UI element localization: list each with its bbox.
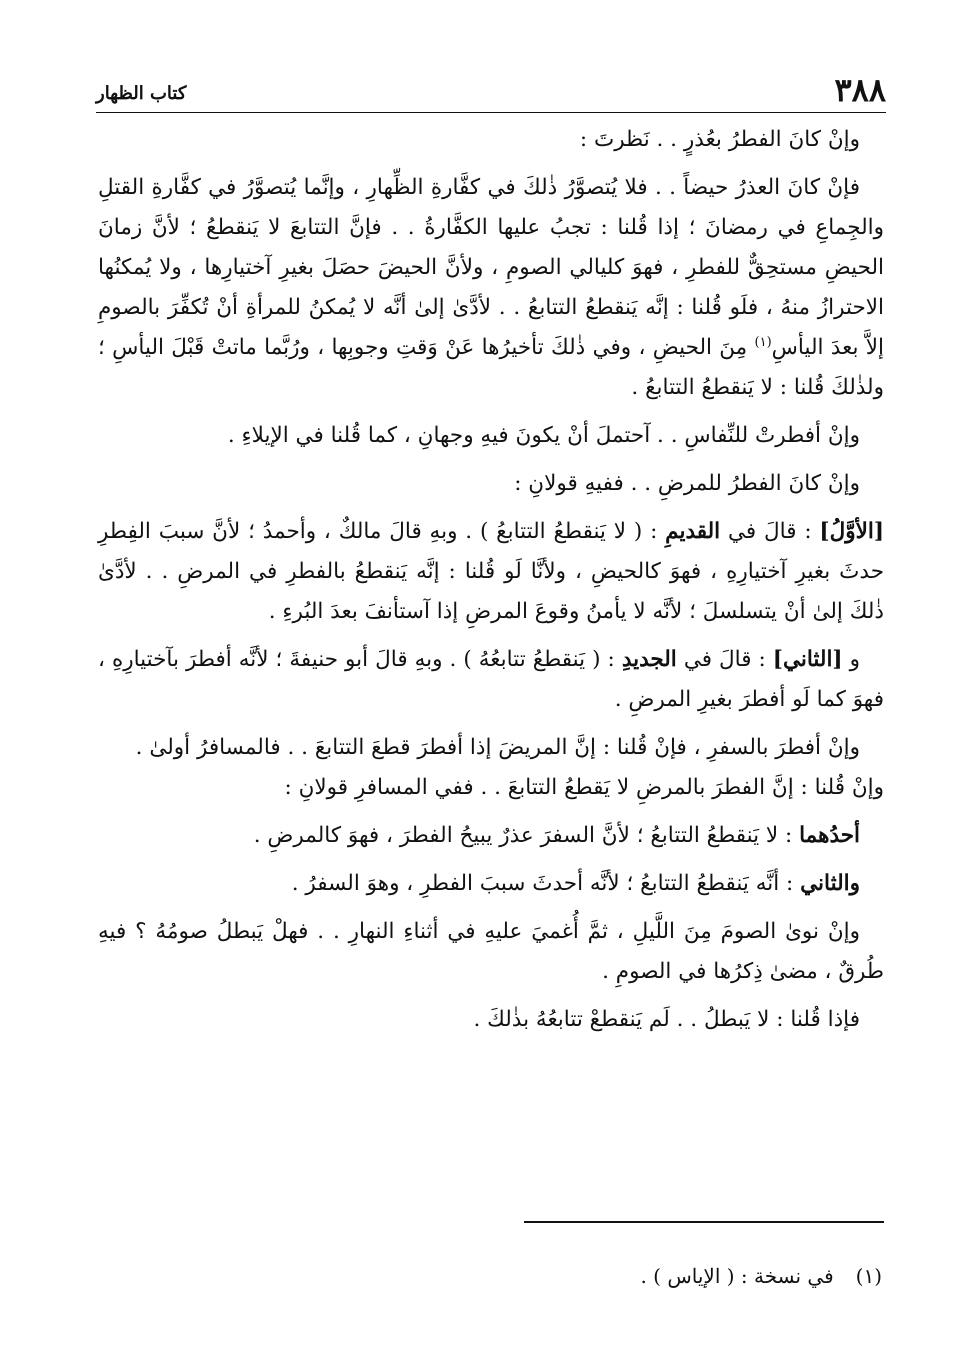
paragraph: [الأوَّلُ] : قالَ في القديمِ : ( لا يَنقطعُ التتابعُ ) . وبهِ قالَ مالكٌ ، وأحمدُ ؛ لأنَّ سببَ الفِطرِ حدثَ بغيرِ آختيارِهِ ، فهوَ كالحيضِ ، ولأنَّا لَو قُلنا : إنَّه يَنقطعُ بالفطرِ في المرضِ . . لأدَّىٰ ذٰلكَ إلىٰ أنْ يتسلسلَ ؛ لأنَّه لا يأمنُ وقوعَ المرضِ إذا آستأنفَ بعدَ البُرءِ . xyxy=(98,519,884,624)
running-title: كتاب الظهار xyxy=(96,83,187,104)
footnote-number: (١) xyxy=(855,1264,882,1288)
paragraph: وإنْ أفطرتْ للنِّفاسِ . . آحتملَ أنْ يكونَ فيهِ وجهانِ ، كما قُلنا في الإيلاءِ . xyxy=(227,423,860,448)
paragraph: وإنْ أفطرَ بالسفرِ ، فإنْ قُلنا : إنَّ المريضَ إذا أفطرَ قطعَ التتابعَ . . فالمسافرُ أولىٰ . xyxy=(135,735,860,760)
footnote-reference: (١) xyxy=(754,334,772,350)
paragraph: وإنْ كانَ الفطرُ بعُذرٍ . . نَظرتَ : xyxy=(579,127,860,152)
paragraph: فإنْ كانَ العذرُ حيضاً . . فلا يُتصوَّرُ ذٰلكَ في كفَّارةِ الظِّهارِ ، وإنَّما يُتصوَّرُ في كفَّارةِ القتلِ والجِماعِ في رمضانَ ؛ إذا قُلنا : تجبُ عليها الكفَّارةُ . . فإنَّ التتابعَ لا يَنقطعُ ؛ لأنَّ زمانَ الحيضِ مستحِقٌّ للفطرِ ، فهوَ كليالي الصومِ ، ولأنَّ الحيضَ حصَلَ بغيرِ آختيارِها ، ولا يُمكنُها الاحترازُ منهُ ، فلَو قُلنا : إنَّه يَنقطعُ التتابعُ . . لأدَّىٰ إلىٰ أنَّه لا يُمكنُ للمرأةِ أنْ تُكفِّرَ بالصومِ إلاَّ بعدَ اليأسِ$^{(١)}$ مِنَ الحيضِ ، وفي ذٰلكَ تأخيرُها عَنْ وَقتِ وجوبِها ، ورُبَّما ماتتْ قَبْلَ اليأسِ ؛ ولذٰلكَ قُلنا : لا يَنقطعُ التتابعُ . xyxy=(98,175,884,400)
paragraph: وإنْ كانَ الفطرُ للمرضِ . . ففيهِ قولانِ : xyxy=(514,471,860,496)
paragraph: وإنْ قُلنا : إنَّ الفطرَ بالمرضِ لا يَقطعُ التتابعَ . . ففي المسافرِ قولانِ : xyxy=(284,775,884,800)
paragraph: و [الثاني] : قالَ في الجديدِ : ( يَنقطعُ تتابعُهُ ) . وبهِ قالَ أبو حنيفةَ ؛ لأنَّه أفطرَ بآختيارِهِ ، فهوَ كما لَو أفطرَ بغيرِ المرضِ . xyxy=(98,647,884,712)
footnote-text: في نسخة : ( الإياس ) . xyxy=(640,1264,834,1288)
body-text xyxy=(98,120,884,1048)
paragraph: أحدُهما : لا يَنقطعُ التتابعُ ؛ لأنَّ السفرَ عذرٌ يبيحُ الفطرَ ، فهوَ كالمرضِ . xyxy=(253,823,860,848)
page-number: ٣٨٨ xyxy=(834,71,886,109)
page-header xyxy=(96,68,886,113)
paragraph: وإنْ نوىٰ الصومَ مِنَ اللَّيلِ ، ثمَّ أُغميَ عليهِ في أثناءِ النهارِ . . فهلْ يَبطلُ صومُهُ ؟ فيهِ طُرقٌ ، مضىٰ ذِكرُها في الصومِ . xyxy=(98,919,884,984)
paragraph: فإذا قُلنا : لا يَبطلُ . . لَم يَنقطعْ تتابعُهُ بذٰلكَ . xyxy=(473,1007,860,1032)
paragraph: والثاني : أنَّه يَنقطعُ التتابعُ ؛ لأنَّه أحدثَ سببَ الفطرِ ، وهوَ السفرُ . xyxy=(291,871,860,896)
footnote-divider xyxy=(524,1221,884,1223)
footnote xyxy=(640,1262,882,1290)
